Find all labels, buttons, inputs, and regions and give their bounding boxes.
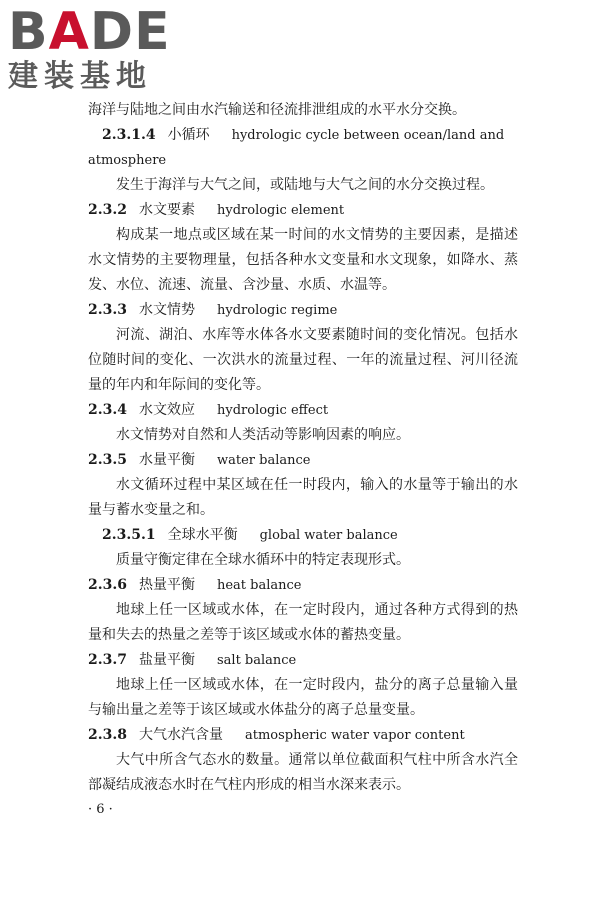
section-heading [88, 398, 518, 423]
section-term-cn: 水文要素 [138, 202, 195, 218]
section-number: 2.3.1.4 [102, 127, 156, 143]
section-term-en: heat balance [216, 578, 302, 593]
section-number: 2.3.6 [88, 577, 127, 593]
definition-paragraph: 大气中所含气态水的数量。通常以单位截面积气柱中所含水汽全部凝结成液态水时在气柱内形成的相当水深来表示。 [88, 752, 518, 793]
section-term-en: hydrologic cycle between ocean/land and atmosphere [88, 128, 505, 168]
section-term-en: water balance [216, 453, 311, 468]
definition-paragraph: 地球上任一区域或水体，在一定时段内，通过各种方式得到的热量和失去的热量之差等于该区域或水体的蓄热变量。 [88, 602, 518, 643]
section-heading [88, 573, 518, 598]
section-term-cn: 小循环 [167, 127, 210, 143]
section-term-cn: 盐量平衡 [138, 652, 195, 668]
document-body [88, 98, 518, 817]
section-term-cn: 水文效应 [138, 402, 195, 418]
page-number: · 6 · [88, 802, 113, 817]
section-heading [88, 298, 518, 323]
section-heading [88, 723, 518, 748]
section-number: 2.3.4 [88, 402, 127, 418]
logo-wordmark [8, 2, 171, 62]
definition-paragraph: 水文循环过程中某区域在任一时段内，输入的水量等于输出的水量与蓄水变量之和。 [88, 477, 518, 518]
logo-letter-b: B [8, 2, 49, 62]
intro-paragraph: 海洋与陆地之间由水汽输送和径流排泄组成的水平水分交换。 [88, 102, 466, 118]
section-term-cn: 大气水汽含量 [138, 727, 223, 743]
section-term-en: global water balance [259, 528, 398, 543]
logo-letter-a: A [48, 2, 90, 62]
section-term-en: hydrologic regime [216, 303, 338, 318]
logo-letter-e: E [134, 2, 171, 62]
section-term-en: salt balance [216, 653, 297, 668]
section-number: 2.3.5.1 [102, 527, 156, 543]
section-heading [88, 448, 518, 473]
definition-paragraph: 质量守衡定律在全球水循环中的特定表现形式。 [116, 552, 410, 568]
definition-paragraph: 水文情势对自然和人类活动等影响因素的响应。 [116, 427, 410, 443]
section-term-cn: 全球水平衡 [167, 527, 238, 543]
section-number: 2.3.3 [88, 302, 127, 318]
section-heading [88, 198, 518, 223]
brand-logo [8, 2, 171, 96]
definition-paragraph: 河流、湖泊、水库等水体各水文要素随时间的变化情况。包括水位随时间的变化、一次洪水的流量过程、一年的流量过程、河川径流量的年内和年际间的变化等。 [88, 327, 518, 393]
section-heading [88, 523, 518, 548]
section-number: 2.3.2 [88, 202, 127, 218]
section-number: 2.3.8 [88, 727, 127, 743]
section-term-en: hydrologic effect [216, 403, 329, 418]
logo-subtitle: 建装基地 [8, 59, 152, 94]
section-heading [88, 123, 518, 173]
section-term-cn: 水量平衡 [138, 452, 195, 468]
section-heading [88, 648, 518, 673]
definition-paragraph: 发生于海洋与大气之间，或陆地与大气之间的水分交换过程。 [116, 177, 494, 193]
section-number: 2.3.7 [88, 652, 127, 668]
definition-paragraph: 地球上任一区域或水体，在一定时段内，盐分的离子总量输入量与输出量之差等于该区域或水体盐分的离子总量变量。 [88, 677, 518, 718]
definition-paragraph: 构成某一地点或区域在某一时间的水文情势的主要因素，是描述水文情势的主要物理量，包括各种水文变量和水文现象，如降水、蒸发、水位、流速、流量、含沙量、水质、水温等。 [88, 227, 518, 293]
section-term-en: atmospheric water vapor content [244, 728, 465, 743]
logo-letter-d: D [89, 2, 135, 62]
section-term-cn: 水文情势 [138, 302, 195, 318]
section-number: 2.3.5 [88, 452, 127, 468]
section-term-en: hydrologic element [216, 203, 345, 218]
section-term-cn: 热量平衡 [138, 577, 195, 593]
